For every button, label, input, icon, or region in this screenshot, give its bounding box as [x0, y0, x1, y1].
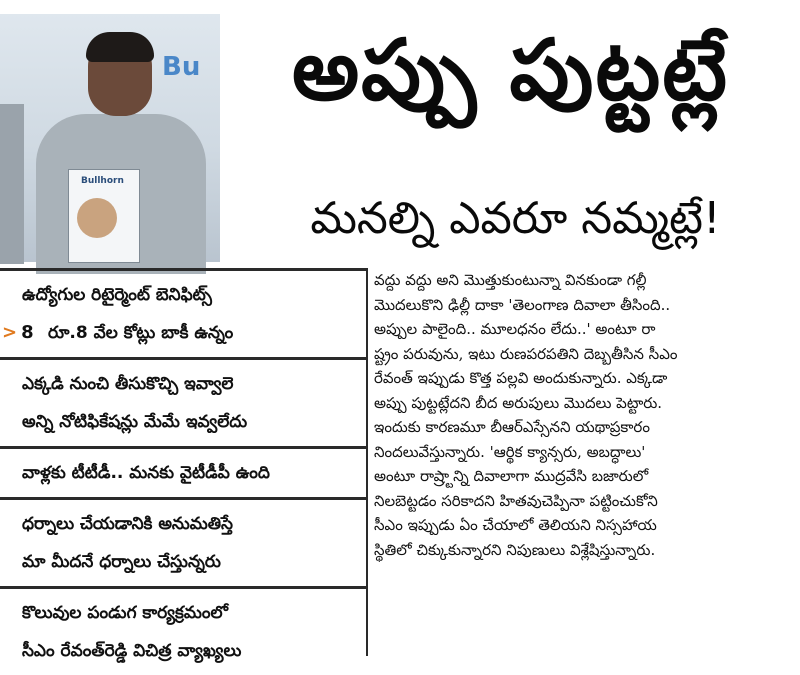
booklet-title: Bullhorn: [81, 176, 124, 186]
body-line: స్థితిలో చిక్కుకున్నారని నిపుణులు విశ్లేషిస్తున్నారు.: [374, 540, 656, 559]
highlight-list: [0, 268, 366, 675]
background-figure: [0, 104, 24, 264]
highlight-line: [2, 315, 352, 353]
body-line: ఇందుకు కారణమూ బీఆర్ఎస్సేనని యథాప్రకారం: [374, 418, 650, 436]
highlight-line-text: రూ.8 వేల కోట్లు బాకీ ఉన్నం: [48, 323, 234, 343]
highlight-line: సీఎం రేవంత్‌రెడ్డి విచిత్ర వ్యాఖ్యలు: [22, 641, 242, 661]
highlight-group: [0, 268, 366, 357]
body-line: అప్పుల పాలైంది.. మూలధనం లేదు..' అంటూ రా: [374, 320, 656, 338]
subheadline: మనల్ని ఎవరూ నమ్మట్లే!: [310, 193, 721, 244]
column-divider: [366, 268, 368, 656]
body-line: నిలబెట్టడం సరికాదని హితవుచెప్పినా పట్టించుకోని: [374, 491, 658, 510]
body-line: అప్పు పుట్టట్లేదని బీద అరుపులు మొదలు పెట్టారు.: [374, 393, 663, 412]
highlight-group: [0, 497, 366, 586]
highlight-line: అన్ని నోటిఫికేషన్లు మేమే ఇవ్వలేదు: [22, 412, 248, 432]
body-line: నిందలువేస్తున్నారు. 'ఆర్థిక క్యాన్సరు, అబద్ధాలు': [374, 442, 646, 461]
highlight-marker: [2, 315, 34, 351]
highlight-line: ఎక్కడి నుంచి తీసుకొచ్చి ఇవ్వాలె: [22, 374, 234, 394]
article-body: [374, 268, 794, 562]
marker-number: 8: [21, 322, 34, 343]
body-line: అంటూ రాష్ర్టాన్ని దివాలాగా ముద్రవేసి బజారులో: [374, 467, 649, 485]
chevron-right-icon: >: [2, 322, 18, 343]
highlight-line: మా మీదనే ధర్నాలు చేస్తున్నరు: [22, 552, 221, 572]
booklet: [68, 169, 140, 263]
backdrop-logo-text: Bu: [162, 52, 201, 82]
highlight-group: [0, 357, 366, 446]
body-line: ష్ట్రం పరువును, ఇటు రుణపరపతిని దెబ్బతీసిన సీఎం: [374, 344, 678, 363]
person-hair: [86, 32, 154, 62]
highlight-line: ఉద్యోగుల రిటైర్మెంట్ బెనిఫిట్స్: [22, 285, 212, 305]
highlight-line: వాళ్లకు టీటీడీ.. మనకు వైటీడీపీ ఉంది: [22, 463, 270, 483]
highlight-group: [0, 446, 366, 497]
highlight-line: ధర్నాలు చేయడానికి అనుమతిస్తే: [22, 514, 233, 534]
headline: అప్పు పుట్టట్లే: [291, 21, 730, 119]
highlight-line: కొలువుల పండుగ కార్యక్రమంలో: [22, 603, 228, 623]
highlight-group: [0, 586, 366, 675]
body-line: వద్దు వద్దు అని మొత్తుకుంటున్నా వినకుండా గల్లీ: [374, 271, 647, 289]
body-line: మొదలుకొని ఢిల్లీ దాకా 'తెలంగాణ దివాలా తీసింది..: [374, 295, 671, 314]
article-photo: [0, 14, 220, 262]
booklet-cover-image: [77, 198, 117, 238]
body-line: రేవంత్ ఇప్పుడు కొత్త పల్లవి అందుకున్నారు. ఎక్కడా: [374, 369, 668, 387]
body-line: సీఎం ఇప్పుడు ఏం చేయాలో తెలియని నిస్సహాయ: [374, 516, 657, 534]
